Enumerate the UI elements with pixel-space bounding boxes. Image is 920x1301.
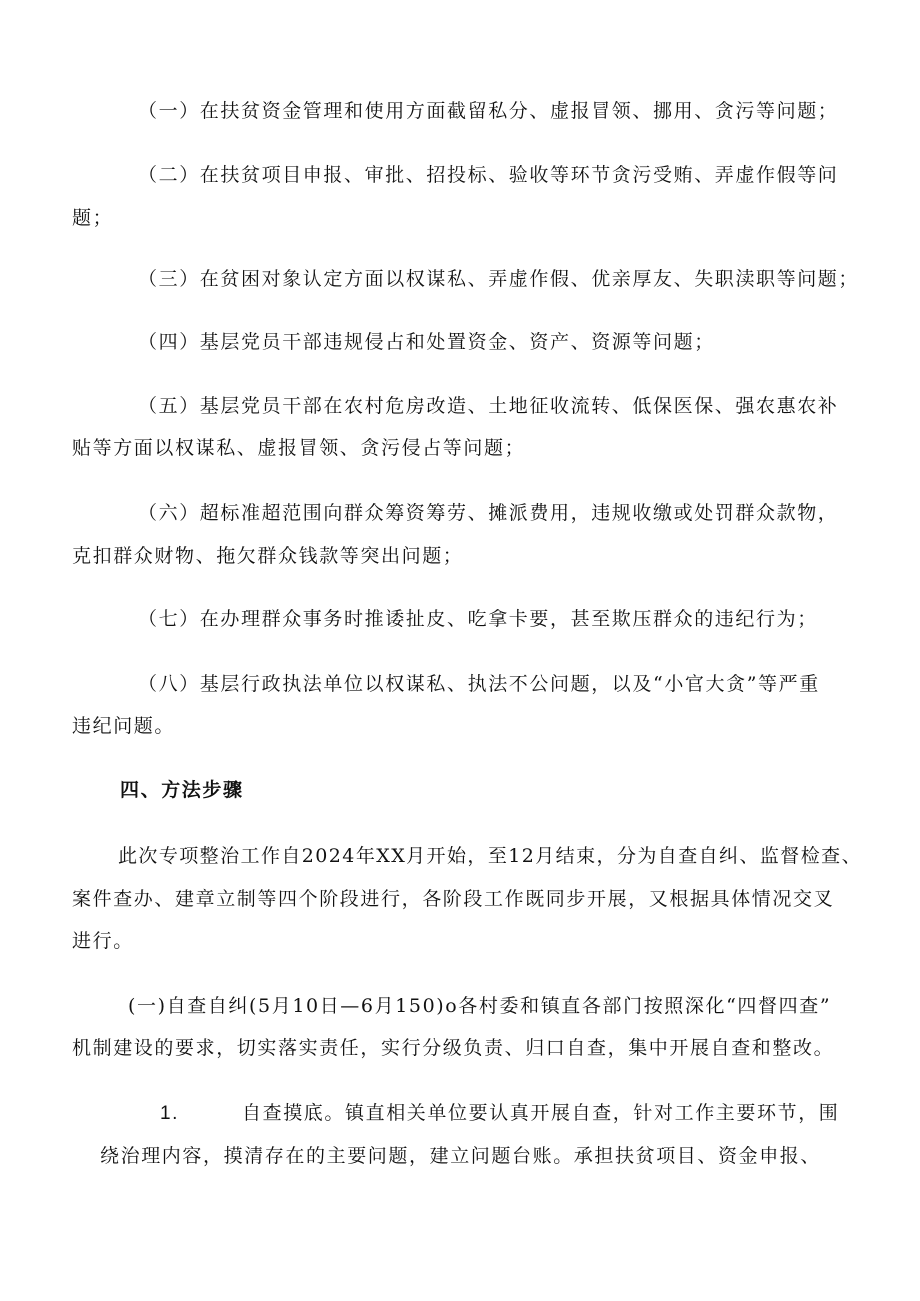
item-6-line-1: （六）超标准超范围向群众筹资筹劳、摊派费用，违规收缴或处罚群众款物， [138,502,839,524]
step-1-text: 自查摸底。镇直相关单位要认真开展自查，针对工作主要环节，围 [242,1102,840,1124]
item-4-line-1: （四）基层党员干部违规侵占和处置资金、资产、资源等问题； [138,331,715,353]
step-1-line-1 [160,1101,839,1126]
item-1-line-1: （一）在扶贫资金管理和使用方面截留私分、虚报冒领、挪用、贪污等问题； [138,100,839,122]
item-5-line-2: 贴等方面以权谋私、虚报冒领、贪污侵占等问题； [72,437,526,459]
item-2-line-1: （二）在扶贫项目申报、审批、招投标、验收等环节贪污受贿、弄虚作假等问 [138,164,839,186]
intro-line-3: 进行。 [72,930,134,952]
intro-line-1: 此次专项整治工作自2024年XX月开始，至12月结束，分为自查自纠、监督检查、 [118,845,862,867]
step-1-number: 1. [160,1103,180,1124]
stage-1-line-1: (一)自查自纠(5月10日—6月150)o各村委和镇直各部门按照深化“四督四查” [128,995,832,1017]
item-8-line-2: 违纪问题。 [72,715,176,737]
item-2-line-2: 题； [72,207,114,229]
item-7-line-1: （七）在办理群众事务时推诿扯皮、吃拿卡要，甚至欺压群众的违纪行为； [138,608,818,630]
item-8-line-1: （八）基层行政执法单位以权谋私、执法不公问题，以及“小官大贪”等严重 [138,673,820,695]
step-1-line-2: 绕治理内容，摸清存在的主要问题，建立问题台账。承担扶贫项目、资金申报、 [100,1145,822,1167]
intro-line-2: 案件查办、建章立制等四个阶段进行，各阶段工作既同步开展，又根据具体情况交叉 [72,888,835,910]
item-6-line-2: 克扣群众财物、拖欠群众钱款等突出问题； [72,545,464,567]
item-5-line-1: （五）基层党员干部在农村危房改造、土地征收流转、低保医保、强农惠农补 [138,395,839,417]
section-heading: 四、方法步骤 [120,779,244,801]
stage-1-line-2: 机制建设的要求，切实落实责任，实行分级负责、归口自查，集中开展自查和整改。 [72,1037,835,1059]
item-3-line-1: （三）在贫困对象认定方面以权谋私、弄虚作假、优亲厚友、失职渎职等问题； [138,268,860,290]
